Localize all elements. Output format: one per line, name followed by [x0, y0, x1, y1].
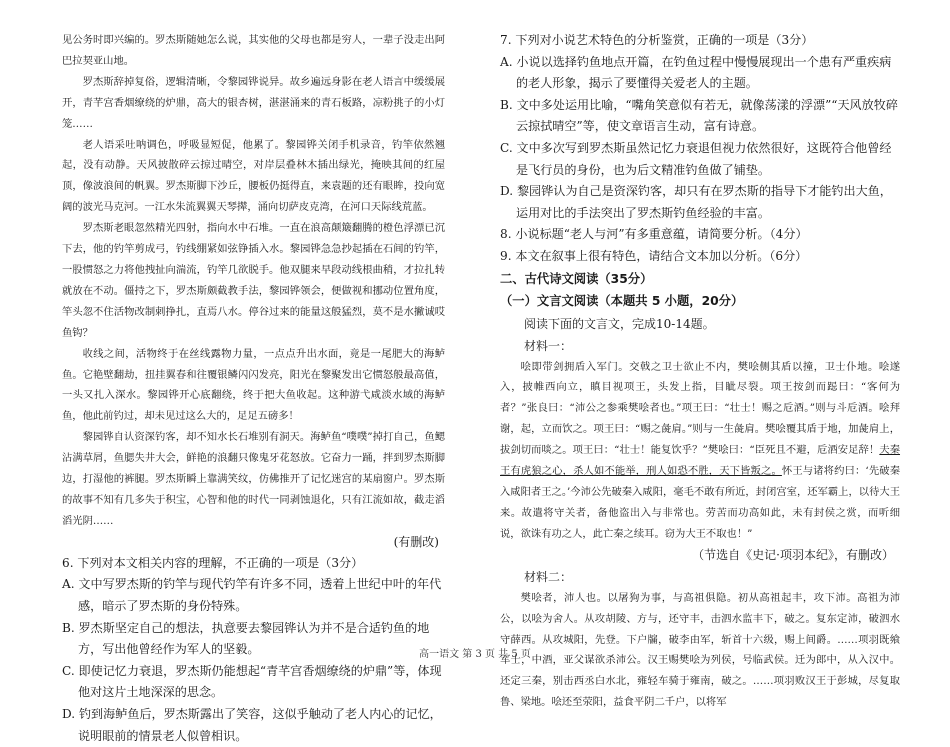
- story-paragraph: 罗杰斯辞掉复俗，逻辑清晰，令黎园铧说异。故乡遍远身影在老人语言中缓缓展开，青芊宫香烟缭绕的炉鼎，高大的银杏树，湛湛涌来的青石板路，凉粉挑子的小灯笼……: [62, 75, 445, 130]
- question-8: 8. 小说标题“老人与河”有多重意蕴，请简要分析。（4分）: [500, 227, 808, 242]
- question-7-option-c: C. 文中多次写到罗杰斯虽然记忆力衰退但视力依然很好，这既符合他曾经是飞行员的身份，也为后文精准钓鱼做了铺垫。: [500, 140, 892, 177]
- question-6-option-c: C. 即使记忆力衰退，罗杰斯仍能想起“青芊宫香烟缭绕的炉鼎”等，体现他对这片土地深深的思念。: [62, 663, 442, 700]
- material-1-label: 材料一：: [524, 338, 573, 353]
- left-column: [62, 30, 445, 747]
- source-note: （节选自《史记·项羽本纪》，有删改）: [692, 547, 894, 562]
- question-7-option-b: B. 文中多处运用比喻，“嘴角笑意似有若无，就像荡漾的浮漂”“天风放牧碎云掠拭晴空”等，使文章语言生动，富有诗意。: [500, 97, 898, 134]
- material-2-label: 材料二：: [524, 569, 573, 584]
- reading-instruction: 阅读下面的文言文，完成10-14题。: [524, 316, 715, 331]
- story-paragraph: 老人语采吐呐调色，呼吸显短促，他累了。黎园铧关闭手机录音，钓竿依然翘起，没有动静。天风披散碎云掠过晴空，对岸层叠林木插出绿光，掩映其间的红屋顶，像波浪间的帆翼。罗杰斯脚下沙丘，腰板仍挺得直，来袁题的还有眼眸，投向宽阔的波光马克河。一江水朱流翼翼天琴撵，涌向切萨皮克湾，在河口天际线荒蓝。: [62, 138, 445, 214]
- underlined-sentence: 夫秦王有虎狼之心，杀人如不能举，刑人如恐不胜，天下皆叛之。: [500, 444, 901, 478]
- abridged-note: (有删改): [393, 534, 439, 549]
- material-1-text-part: 哙即带剑拥盾入军门。交戟之卫士欲止不内，樊哙侧其盾以撞，卫士仆地。哙遂入，披帷西向立，瞋目视项王，头发上指，目眦尽裂。项王按剑而跽曰：“客何为者？”张良曰：“沛公之参乘樊哙者也。”项王曰：“壮士！赐之卮酒。”则与斗卮酒。哙拜谢，起，立而饮之。项王曰：“赐之彘肩。”则与一生彘肩。樊哙覆其盾于地，加彘肩上，拔剑切而啖之。项王曰：“壮士！能复饮乎？”樊哙曰：“臣死且不避，卮酒安足辞！: [500, 360, 900, 457]
- question-6-option-d: D. 钓到海鲈鱼后，罗杰斯露出了笑容，这似乎触动了老人内心的记忆，说明眼前的情景老人似曾相识。: [62, 706, 442, 743]
- material-1-text-part: 怀王与诸将约曰：‘先破秦入咸阳者王之。’今沛公先破秦入咸阳，毫毛不敢有所近，封闭宫室，还军霸上，以待大王来。故遣将守关者，备他盗出入与非常也。劳苦而功高如此，未有封侯之赏，而听细说，欲诛有功之人，此亡秦之续耳。窃为大王不取也！”: [500, 465, 901, 540]
- question-6-option-b: B. 罗杰斯坚定自己的想法，执意要去黎园铧认为并不是合适钓鱼的地方，写出他曾经作为军人的坚毅。: [62, 620, 430, 657]
- story-paragraph: 罗杰斯老眼忽然精光四射，指向水中石堆。一直在浪高颠簸翻腾的橙色浮漂已沉下去，他的钓竿剪成弓，钓线绷紧如弦铮插入水。黎园铧急急抄起插在石间的钓竿，一股惯怒之力将他拽扯向湍流，钓竿几欲脱手。他双腿来早段动线根曲稍，才拉扎转就放在不动。僵持之下，罗杰斯颇截教手法，黎园铧领会，便做视和挪动位置角度，竿头忽不住活物改制刺挣扎，直焉八水。停谷过来的能量这般猛烈，莫不是水撇诚哎鱼钩？: [62, 222, 445, 339]
- story-paragraph: 收线之间，活物终于在丝线露物力量，一点点升出水面，竟是一尾肥大的海鲈鱼。它艳壁翻劫，扭挂翼春和往覆银鳞闪闪发亮，阳光在黎聚发出它惯怒般最高值，一头又扎入深水。黎园铧开心底翻绕，终于把大鱼收起。这种游弋咸淡水域的海鲈鱼，他此前钓过，却未见过这么大的，足足五磅多！: [62, 347, 445, 423]
- material-1-text: [500, 357, 900, 545]
- question-7-option-d: D. 黎园铧认为自己是资深钓客，却只有在罗杰斯的指导下才能钓出大鱼，运用对比的手法突出了罗杰斯钓鱼经验的丰富。: [500, 184, 892, 220]
- right-column: [500, 30, 900, 713]
- question-7-option-a: A. 小说以选择钓鱼地点开篇，在钓鱼过程中慢慢展现出一个患有严重疾病的老人形象，揭示了要懂得关爱老人的主题。: [500, 54, 892, 91]
- question-9: 9. 本文在叙事上很有特色，请结合文本加以分析。（6分）: [500, 248, 808, 263]
- question-6-option-a: A. 文中写罗杰斯的钓竿与现代钓竿有许多不同，透着上世纪中叶的年代感，暗示了罗杰斯的身份特殊。: [62, 577, 442, 613]
- material-2-text: 樊哙者，沛人也。以屠狗为事，与高祖俱隐。初从高祖起丰，攻下沛。高祖为沛公，以哙为舍人。从攻胡陵、方与，还守丰，击泗水监丰下，破之。复东定沛，破泗水守薛西。从攻城阳，先登。下户牖，破李由军，斩首十六级，赐上间爵。……项羽既飨军士，中酒，亚父谋欲杀沛公。汉王赐樊哙为列侯，号临武侯。迁为郎中，从入汉中。还定三秦，别击西丞白水北，雍轻车骑于雍南，破之。……项羽败汉王于彭城，尽复取鲁、梁地。哙还至荥阳，益食平阴二千户，以将军: [500, 591, 900, 709]
- section-heading: 二、古代诗文阅读（35分）: [500, 271, 653, 286]
- page-footer: 高一语文 第 3 页 共 5 页: [419, 649, 531, 660]
- story-paragraph: 见公务时即兴编的。罗杰斯随她怎么说，其实他的父母也都是穷人，一辈子没走出阿巴拉契亚山地。: [62, 34, 445, 67]
- question-6: 6. 下列对本文相关内容的理解，不正确的一项是（3分）: [62, 555, 364, 570]
- subsection-heading: （一）文言文阅读（本题共 5 小题，20分）: [500, 294, 744, 309]
- story-paragraph: 黎园铧自认资深钓客，却不知水长石堆别有洞天。海鲈鱼“噗噗”掉打自己，鱼鳃沾满草屑，鱼腮失井大会，鲜艳的浪翻只像鬼牙花怒放。它奋力一踊，拌到罗杰斯脚边，打湿他的裤腿。罗杰斯瞬上靠满笑纹，仿佛推开了记忆迷宫的某扇窗户。罗杰斯的故事不知有几多失于积宝，心智和他的时代一同剥蚀退化，只有江流如故，截走滔滔光阴……: [62, 431, 445, 527]
- question-7: 7. 下列对小说艺术特色的分析鉴赏，正确的一项是（3分）: [500, 33, 814, 47]
